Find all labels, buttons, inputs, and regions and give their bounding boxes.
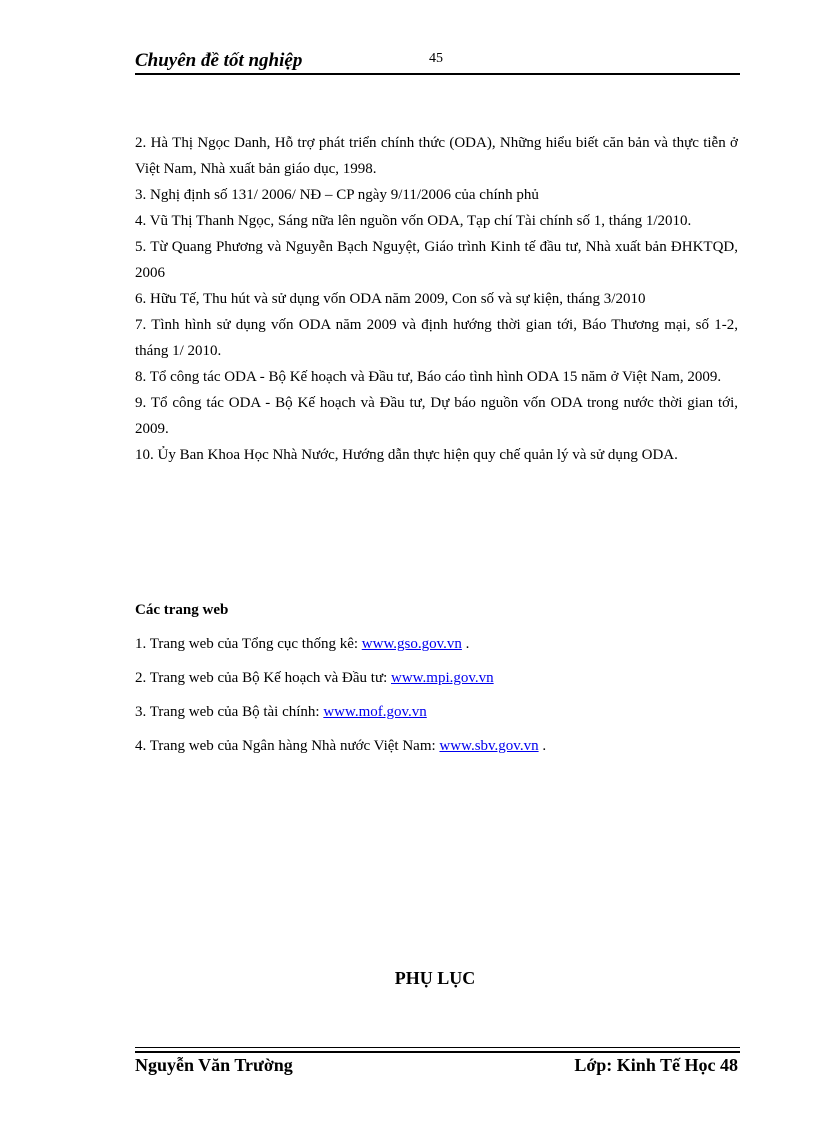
reference-item: 2. Hà Thị Ngọc Danh, Hỗ trợ phát triển chính thức (ODA), Những hiểu biết căn bản và thực tiễn ở Việt Nam, Nhà xuất bản giáo dục, 1998. <box>135 135 738 177</box>
document-header-title: Chuyên đề tốt nghiệp <box>135 50 303 71</box>
page-number: 45 <box>429 51 443 66</box>
website-label: 4. Trang web của Ngân hàng Nhà nước Việt Nam: <box>135 738 440 754</box>
website-suffix: . <box>538 738 547 754</box>
website-link-gso[interactable]: www.gso.gov.vn <box>361 636 462 652</box>
reference-item: 7. Tình hình sử dụng vốn ODA năm 2009 và định hướng thời gian tới, Báo Thương mại, số 1-2, tháng 1/ 2010. <box>135 317 738 359</box>
website-list <box>135 631 738 767</box>
websites-heading: Các trang web <box>135 602 229 618</box>
reference-item: 5. Từ Quang Phương và Nguyễn Bạch Nguyệt, Giáo trình Kinh tế đầu tư, Nhà xuất bản ĐHKTQD, 2006 <box>135 239 738 281</box>
reference-list <box>135 130 738 468</box>
website-label: 3. Trang web của Bộ tài chính: <box>135 704 324 720</box>
reference-item: 4. Vũ Thị Thanh Ngọc, Sáng nữa lên nguồn vốn ODA, Tạp chí Tài chính số 1, tháng 1/2010. <box>135 213 692 229</box>
reference-item: 3. Nghị định số 131/ 2006/ NĐ – CP ngày 9/11/2006 của chính phủ <box>135 187 539 203</box>
website-item <box>135 699 738 733</box>
website-item <box>135 733 738 767</box>
website-link-mof[interactable]: www.mof.gov.vn <box>323 704 427 720</box>
reference-item: 8. Tổ công tác ODA - Bộ Kế hoạch và Đầu tư, Báo cáo tình hình ODA 15 năm ở Việt Nam, 2009. <box>135 369 722 385</box>
website-item <box>135 665 738 699</box>
reference-item: 9. Tổ công tác ODA - Bộ Kế hoạch và Đầu tư, Dự báo nguồn vốn ODA trong nước thời gian tới, 2009. <box>135 395 738 437</box>
footer-class: Lớp: Kinh Tế Học 48 <box>574 1055 738 1075</box>
header-divider <box>135 73 740 75</box>
website-item <box>135 631 738 665</box>
website-label: 2. Trang web của Bộ Kế hoạch và Đầu tư: <box>135 670 391 686</box>
website-link-mpi[interactable]: www.mpi.gov.vn <box>391 670 494 686</box>
website-suffix: . <box>461 636 470 652</box>
footer-author: Nguyễn Văn Trường <box>135 1055 293 1075</box>
website-link-sbv[interactable]: www.sbv.gov.vn <box>439 738 539 754</box>
appendix-title: PHỤ LỤC <box>394 968 476 988</box>
reference-item: 6. Hữu Tế, Thu hút và sử dụng vốn ODA năm 2009, Con số và sự kiện, tháng 3/2010 <box>135 291 646 307</box>
website-label: 1. Trang web của Tổng cục thống kê: <box>135 636 362 652</box>
reference-item: 10. Ủy Ban Khoa Học Nhà Nước, Hướng dẫn thực hiện quy chế quản lý và sử dụng ODA. <box>135 447 678 463</box>
